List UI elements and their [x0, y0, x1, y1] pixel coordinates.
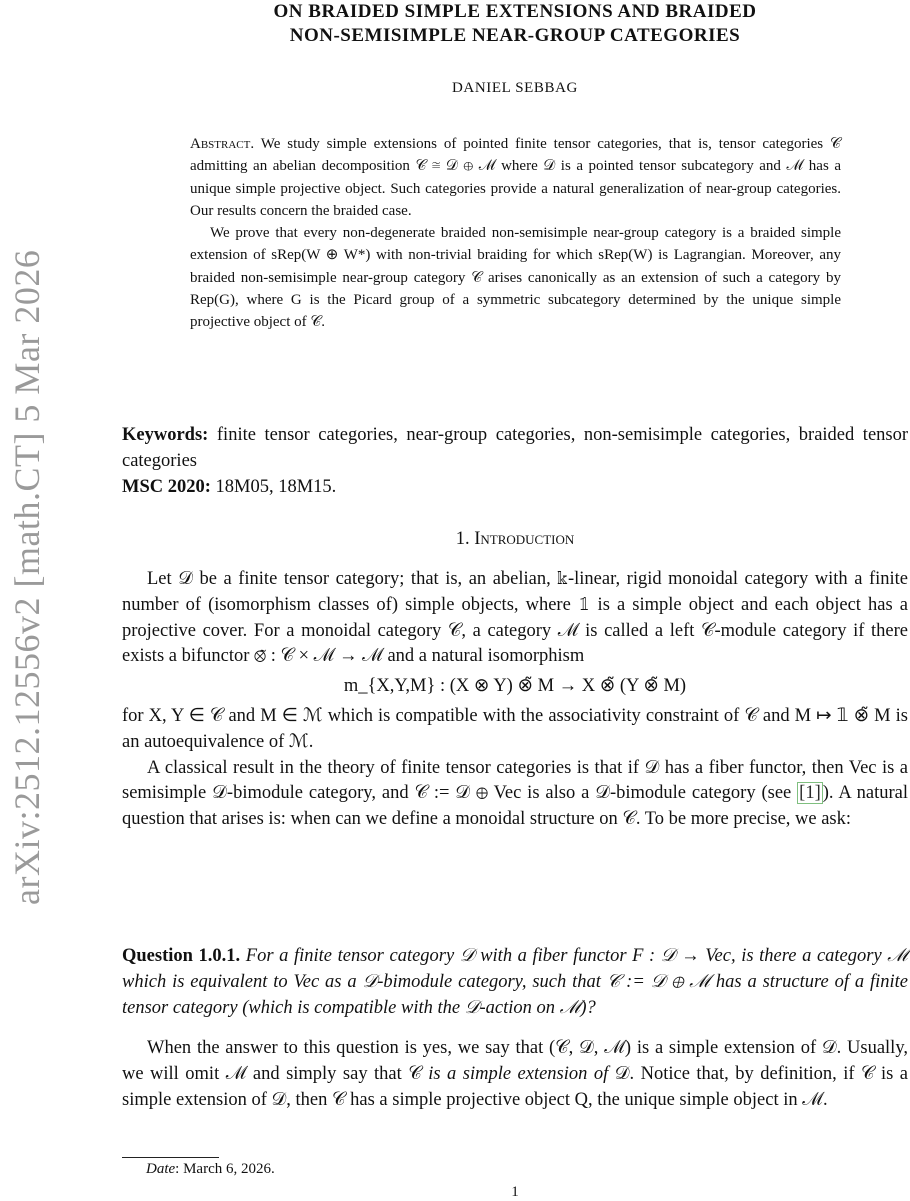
citation-number: 1	[805, 783, 815, 804]
abstract-text-1: We study simple extensions of pointed finite tensor categories, that is, tensor categories 𝒞 admitting an abelian decomposition 𝒞 ≅ 𝒟 ⊕ ℳ where 𝒟 is a pointed tensor subcategory and ℳ has a unique simple projective object. Such categories provide a natural generalization of near-group categories. Our results concern the braided case.	[190, 136, 841, 219]
keywords-block	[122, 423, 908, 500]
abstract-label: Abstract.	[190, 136, 255, 152]
citation-link[interactable]: [1]	[799, 783, 821, 804]
definition-text-b: 𝒟. Notice that, by definition, if 𝒞 is a simple extension of 𝒟, then 𝒞 has a simple projective object Q, the unique simple object in ℳ.	[122, 1063, 908, 1110]
footnote-rule	[122, 1157, 219, 1158]
keywords-text: finite tensor categories, near-group categories, non-semisimple categories, braided tensor categories	[122, 425, 909, 471]
author-name: DANIEL SEBBAG	[452, 80, 578, 96]
paper-title	[120, 0, 910, 48]
section-number: 1.	[455, 529, 470, 549]
definition-paragraph	[122, 1036, 908, 1113]
date-footnote	[146, 1161, 275, 1178]
abstract-paragraph-2: We prove that every non-degenerate braided non-semisimple near-group category is a braided simple extension of sRep(W ⊕ W*) with non-trivial braiding for which sRep(W) is Lagrangian. Moreover, any braided non-semisimple near-group category 𝒞 arises canonically as an extension of such a category by Rep(G), where G is the Picard group of a symmetric subcategory determined by the unique simple projective object of 𝒞.	[190, 225, 841, 331]
section-title: Introduction	[474, 529, 575, 549]
keywords-line	[122, 423, 908, 475]
introduction	[122, 567, 908, 833]
definition-text-a: When the answer to this question is yes, we say that (𝒞, 𝒟, ℳ) is a simple extension of 𝒟. Usually, we will omit ℳ and simply say that 𝒞	[122, 1038, 908, 1084]
abstract-paragraph-1	[190, 133, 841, 222]
title-line-2: NON-SEMISIMPLE NEAR-GROUP CATEGORIES	[289, 25, 741, 46]
arxiv-identifier[interactable]: arXiv:2512.12556v2 [math.CT] 5 Mar 2026	[7, 249, 47, 905]
intro-paragraph-2	[122, 756, 908, 833]
msc-label: MSC 2020:	[122, 476, 211, 497]
title-line-1: ON BRAIDED SIMPLE EXTENSIONS AND BRAIDED	[273, 1, 757, 22]
intro-paragraph-1-continued: for X, Y ∈ 𝒞 and M ∈ ℳ which is compatible with the associativity constraint of 𝒞 and M ↦ 𝟙 ⊗̃ M is an autoequivalence of ℳ.	[122, 705, 908, 752]
question-text: For a finite tensor category 𝒟 with a fiber functor F : 𝒟 → Vec, is there a category ℳ which is equivalent to Vec as a 𝒟-bimodule category, such that 𝒞 := 𝒟 ⊕ ℳ has a structure of a finite tensor category (which is compatible with the 𝒟-action on ℳ)?	[122, 946, 908, 1018]
msc-line	[122, 475, 908, 501]
intro-text-2a: A classical result in the theory of finite tensor categories is that if 𝒟 has a fiber functor, then Vec is a semisimple 𝒟-bimodule category, and 𝒞 := 𝒟 ⊕ Vec is also a 𝒟-bimodule category (see	[122, 757, 908, 804]
simple-extension-definition	[122, 1036, 908, 1113]
page-number: 1	[511, 1184, 519, 1200]
footnote-label: Date	[146, 1161, 176, 1177]
footnote-text: : March 6, 2026.	[175, 1161, 275, 1177]
display-equation: m_{X,Y,M} : (X ⊗ Y) ⊗̃ M → X ⊗̃ (Y ⊗̃ M)	[343, 676, 687, 697]
intro-paragraph-1: Let 𝒟 be a finite tensor category; that is, an abelian, 𝕜-linear, rigid monoidal category with a finite number of (isomorphism classes of) simple objects, where 𝟙 is a simple object and each object has a projective cover. For a monoidal category 𝒞, a category ℳ is called a left 𝒞-module category if there exists a bifunctor ⊗̃ : 𝒞 × ℳ → ℳ and a natural isomorphism	[122, 569, 908, 667]
definition-emphasis: is a simple extension of	[428, 1063, 609, 1084]
keywords-label: Keywords:	[122, 425, 209, 445]
msc-text: 18M05, 18M15.	[215, 476, 337, 497]
question-label: Question 1.0.1.	[122, 946, 241, 966]
abstract	[190, 133, 841, 334]
intro-text-2b: ). A natural question that arises is: when can we define a monoidal structure on 𝒞. To be more precise, we ask:	[122, 783, 908, 830]
section-heading	[122, 529, 908, 550]
question-block	[122, 944, 908, 1021]
